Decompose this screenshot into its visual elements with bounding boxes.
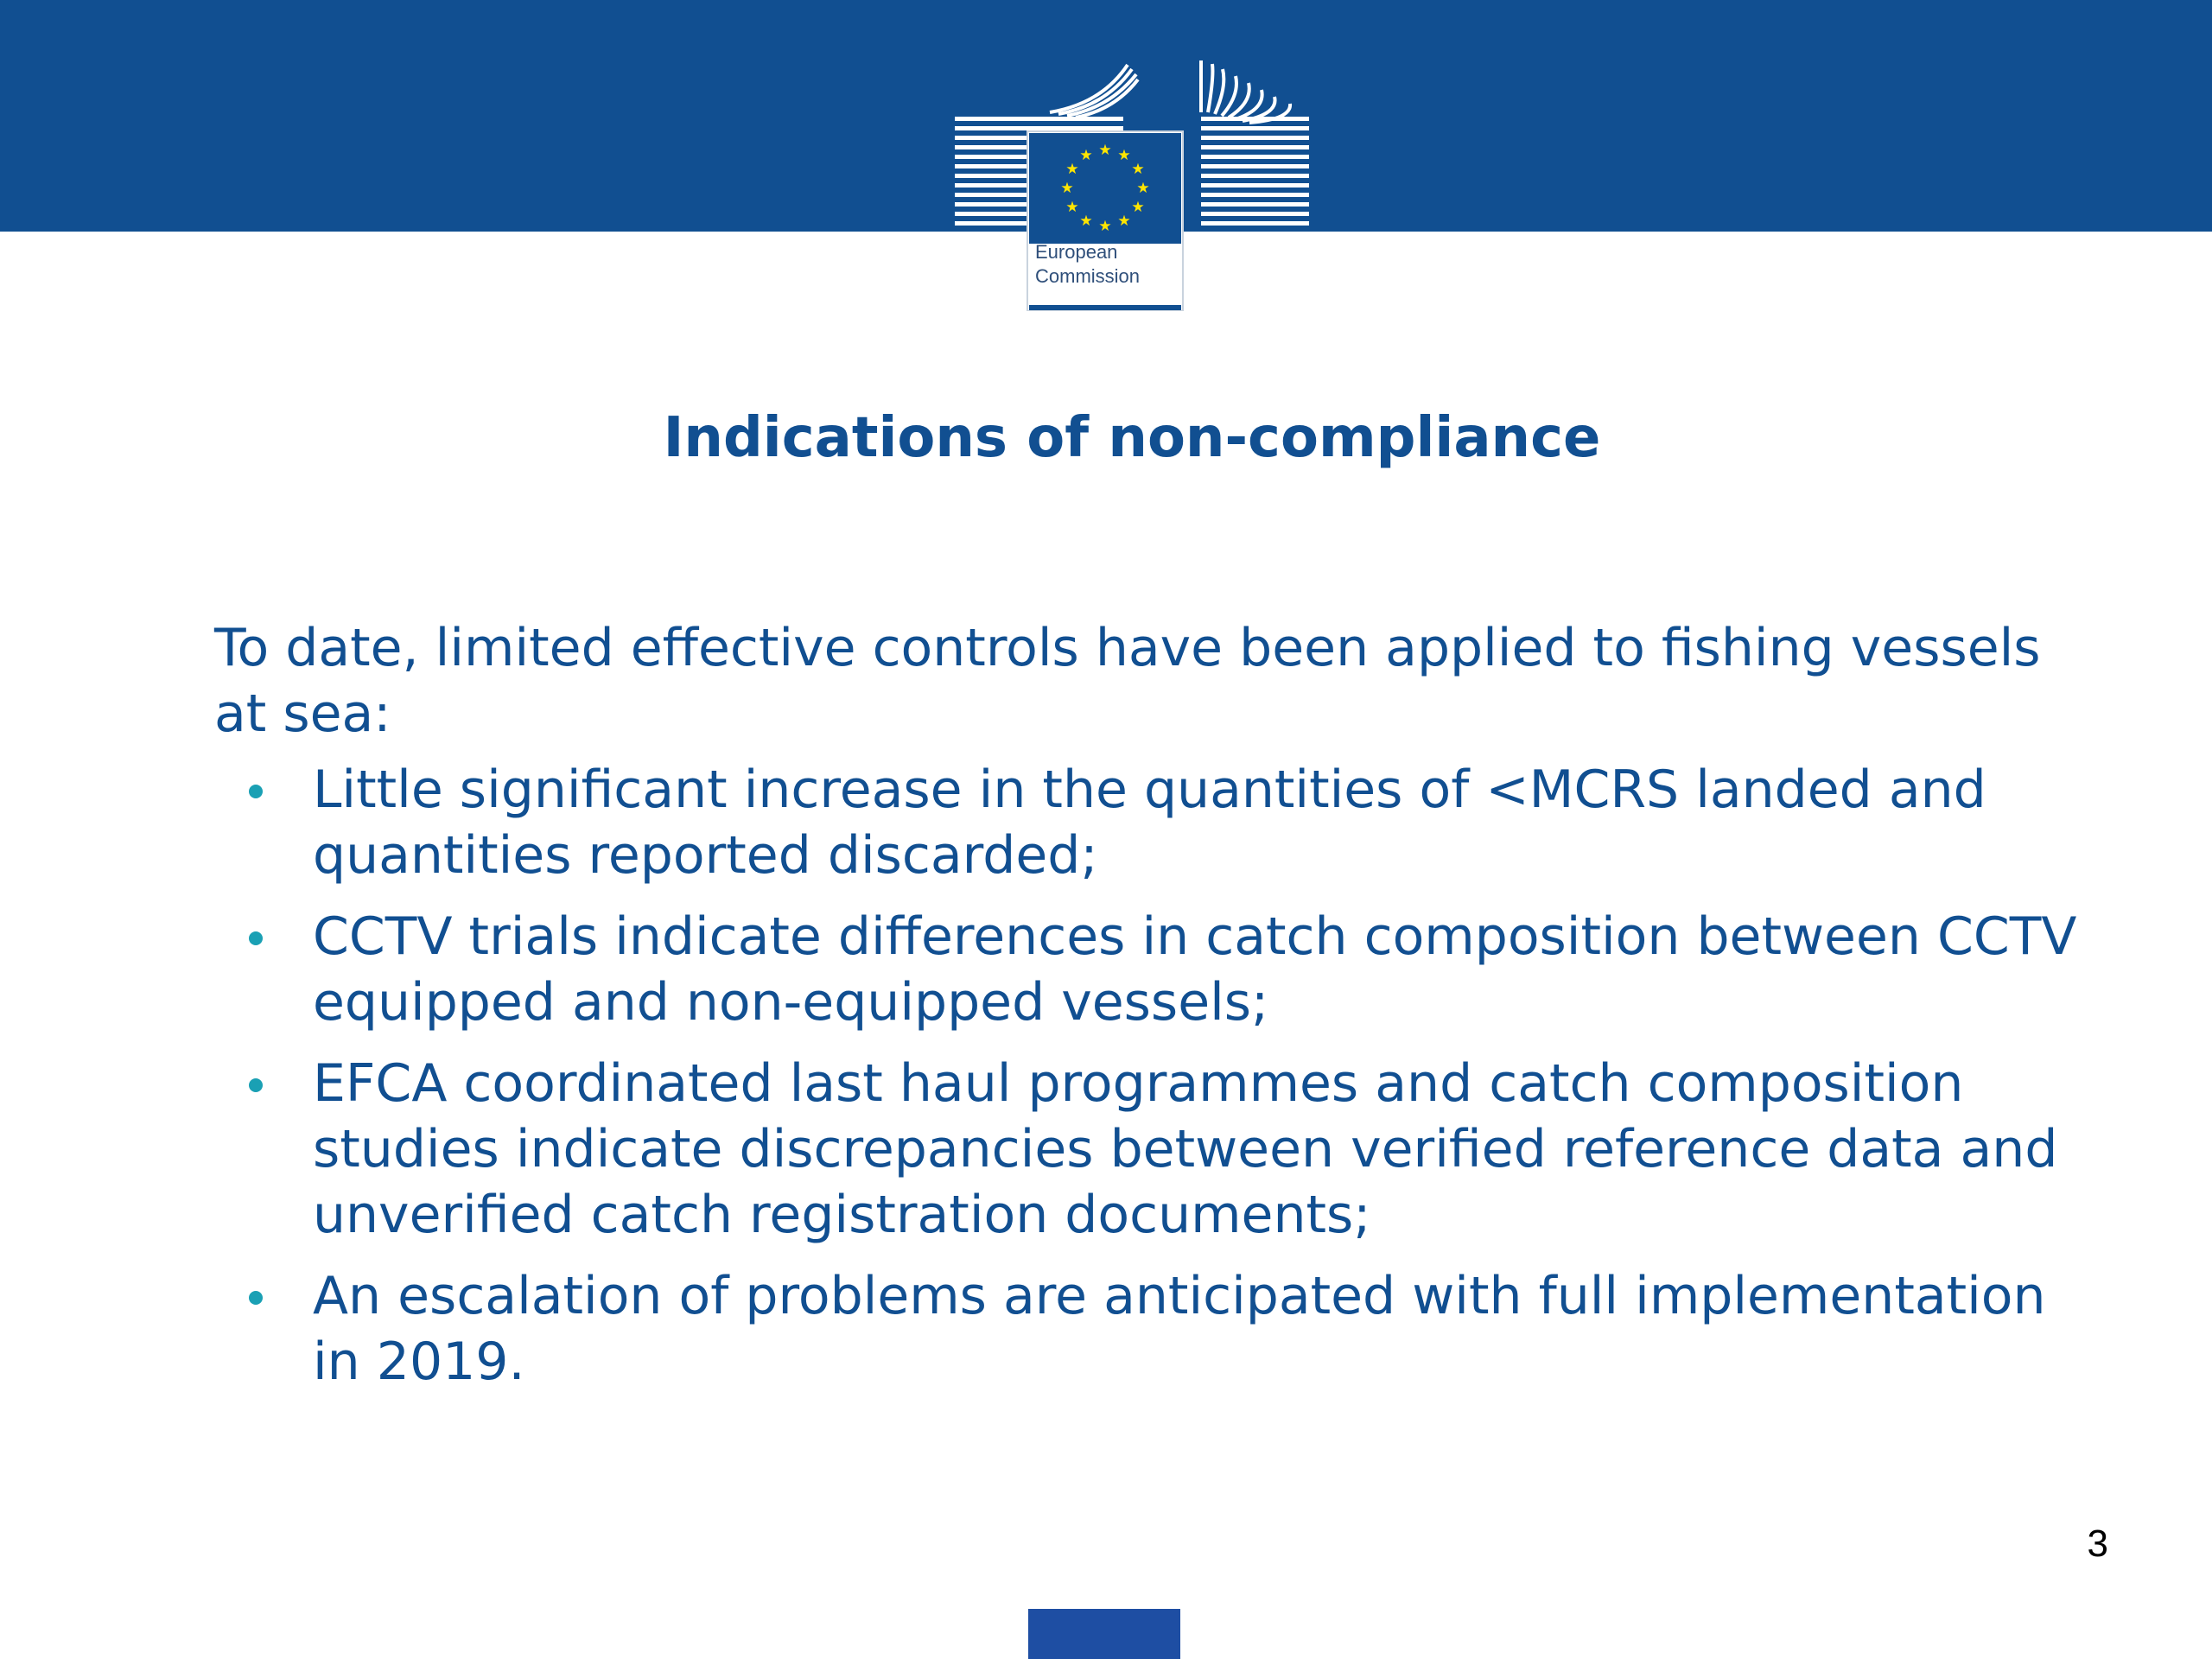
svg-text:★: ★: [1065, 199, 1079, 216]
page-number: 3: [2087, 1522, 2108, 1565]
bullet-text: Little significant increase in the quantities of <MCRS landed and quantities reported discarded;: [313, 760, 1986, 886]
bullet-text: An escalation of problems are anticipated with full implementation in 2019.: [313, 1266, 2046, 1392]
logo-caption-line2: Commission: [1035, 265, 1141, 287]
svg-text:★: ★: [1065, 161, 1079, 178]
bullet-dot-icon: [249, 931, 263, 945]
logo-caption-line1: European: [1035, 241, 1118, 263]
svg-text:★: ★: [1117, 147, 1131, 164]
bullet-item: [214, 1263, 2098, 1395]
intro-text: To date, limited effective controls have been applied to fishing vessels at sea:: [214, 618, 2041, 744]
bullet-list: [214, 757, 2098, 1395]
bullet-dot-icon: [249, 1291, 263, 1305]
svg-text:★: ★: [1098, 218, 1112, 235]
svg-text:★: ★: [1131, 199, 1145, 216]
slide-title: Indications of non-compliance: [663, 406, 1601, 470]
bullet-item: [214, 757, 2098, 888]
bullet-text: CCTV trials indicate differences in catch composition between CCTV equipped and non-equipped vessels;: [313, 906, 2077, 1033]
bullet-dot-icon: [249, 785, 263, 798]
bullet-dot-icon: [249, 1078, 263, 1092]
footer-tab: [1028, 1609, 1180, 1659]
bullet-text: EFCA coordinated last haul programmes and catch composition studies indicate discrepancies between verified reference data and unverified catch registration documents;: [313, 1053, 2058, 1245]
svg-text:★: ★: [1098, 142, 1112, 159]
svg-text:★: ★: [1136, 180, 1150, 197]
svg-text:★: ★: [1079, 147, 1093, 164]
svg-text:★: ★: [1060, 180, 1074, 197]
bullet-item: [214, 1051, 2098, 1248]
svg-text:★: ★: [1131, 161, 1145, 178]
svg-text:★: ★: [1079, 213, 1093, 230]
logo-caption: [1035, 240, 1182, 289]
svg-text:★: ★: [1117, 213, 1131, 230]
bullet-item: [214, 904, 2098, 1035]
slide-body: [214, 615, 2098, 1410]
